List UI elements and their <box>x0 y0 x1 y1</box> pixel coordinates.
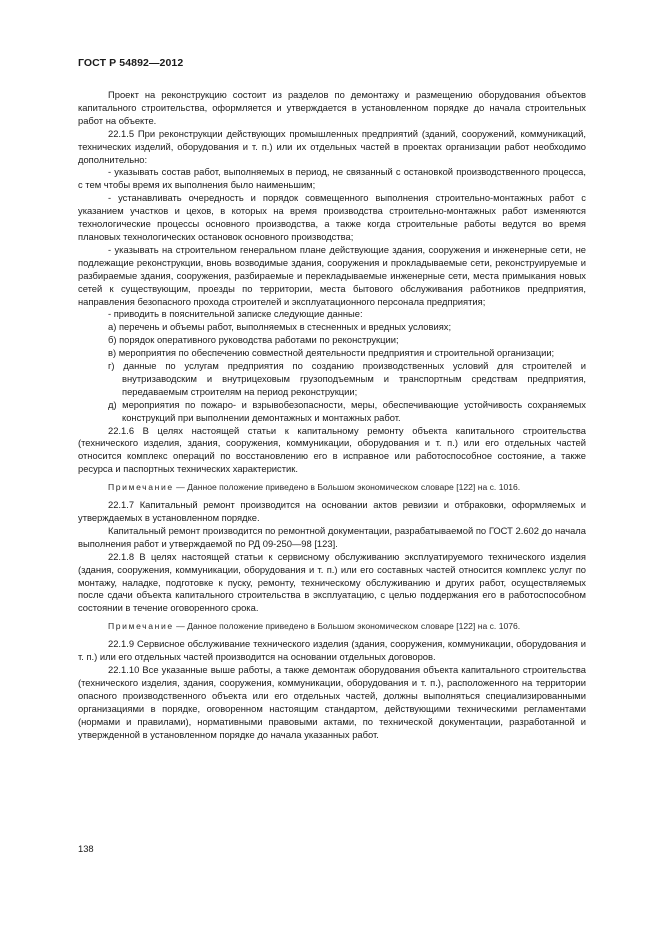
note-1076 <box>78 620 586 633</box>
document-body <box>78 89 586 741</box>
sub-list-item: а) перечень и объемы работ, выполняемых в стесненных и вредных условиях; <box>108 321 452 333</box>
note-text: — Данное положение приведено в Большом экономическом словаре [122] на с. 1076. <box>173 621 521 632</box>
paragraph-22-1-10: 22.1.10 Все указанные выше работы, а также демонтаж оборудования объекта капитального строительства (технического изделия, здания, сооружения, коммуникации, оборудования и т. п.), расположенного на территории опасного производственного объекта или его отдельных частей, должны выполняться специализированными организациями в порядке, оговоренном настоящим стандартом, действующими техническими регламентами (нормами и правилами), нормативными правовыми актами, по технической документации, разработанной и утвержденной в установленном порядке до начала указанных работ. <box>78 663 586 740</box>
paragraph-project-reconstruction: Проект на реконструкцию состоит из разделов по демонтажу и размещению оборудования объектов капитального строительства, оформляется и утверждается в установленном порядке до начала строительных работ на объекте. <box>78 89 586 126</box>
sub-list-item: г) данные по услугам предприятия по созданию производственных условий для строителей и внутризаводским и внутрицеховым грузоподъемным и транспортным средствам предприятия, передаваемым строителям на период реконструкции; <box>108 360 586 397</box>
list-item: - приводить в пояснительной записке следующие данные: <box>108 308 363 320</box>
paragraph-22-1-6: 22.1.6 В целях настоящей статьи к капитальному ремонту объекта капитального строительства (технического изделия, здания, сооружения, коммуникации, оборудования и т. п.) или его отдельных частей относится комплекс операций по восстановлению его в исправное или работоспособное состояние, а также ресурса и паспортных технических характеристик. <box>78 424 586 475</box>
note-label: Примечание <box>108 482 174 493</box>
paragraph-22-1-5: 22.1.5 При реконструкции действующих промышленных предприятий (зданий, сооружений, коммуникаций, технических изделий, оборудования и т. п.) или их отдельных частей в проектах организации работ необходимо дополнительно: <box>78 127 586 165</box>
paragraph-repair-docs: Капитальный ремонт производится по ремонтной документации, разрабатываемой по ГОСТ 2.602 до начала выполнения работ и утверждаемой по РД 09-250—98 [123]. <box>78 524 586 549</box>
page-number: 138 <box>78 843 94 854</box>
note-text: — Данное положение приведено в Большом экономическом словаре [122] на с. 1016. <box>173 482 521 493</box>
list-item: - устанавливать очередность и порядок совмещенного выполнения строительно-монтажных работ с указанием участков и цехов, в которых на время производства строительно-монтажных работ изменяются технологические процессы основного производства, а также когда строительные работы ведутся во время плановых технологических остановок основного производства; <box>78 192 586 242</box>
list-item: - указывать на строительном генеральном плане действующие здания, сооружения и инженерные сети, не подлежащие реконструкции, вновь возводимые здания, сооружения и прокладываемые сети, реконструируемые и разбираемые здания, сооружения, разбираемые и перекладываемые инженерные сети, места примыкания новых сетей к существующим, проезды по территории, места бытового обслуживания работников предприятия, направления безопасного прохода строителей и эксплуатационного персонала предприятия; <box>78 243 586 307</box>
paragraph-22-1-7: 22.1.7 Капитальный ремонт производится на основании актов ревизии и отбраковки, оформляемых и утверждаемых в установленном порядке. <box>78 499 586 523</box>
note-1016 <box>78 481 586 494</box>
document-header: ГОСТ Р 54892—2012 <box>78 57 184 69</box>
note-label: Примечание <box>108 621 174 632</box>
list-item: - указывать состав работ, выполняемых в период, не связанный с остановкой производственного процесса, с тем чтобы время их выполнения было наименьшим; <box>78 166 586 191</box>
sub-list-item: в) мероприятия по обеспечению совместной деятельности предприятия и строительной организации; <box>108 347 555 359</box>
paragraph-22-1-9: 22.1.9 Сервисное обслуживание технического изделия (здания, сооружения, коммуникации, оборудования и т. п.) или его отдельных частей производится на основании отдельных договоров. <box>78 638 586 663</box>
paragraph-22-1-8: 22.1.8 В целях настоящей статьи к сервисному обслуживанию эксплуатируемого технического изделия (здания, сооружения, коммуникации, оборудования и т. п.) или его составных частей относится комплекс услуг по монтажу, наладке, подготовке к пуску, ремонту, техническому обслуживанию и других работ, осуществляемых после сдачи объекта капитального строительства в эксплуатацию, с целью поддержания его в работоспособном состоянии в течение оговоренного срока. <box>78 550 586 614</box>
sub-list-item: б) порядок оперативного руководства работами по реконструкции; <box>108 334 399 346</box>
sub-list-item: д) мероприятия по пожаро- и взрывобезопасности, меры, обеспечивающие устойчивость сохраняемых конструкций при выполнении демонтажных и монтажных работ. <box>108 398 586 423</box>
